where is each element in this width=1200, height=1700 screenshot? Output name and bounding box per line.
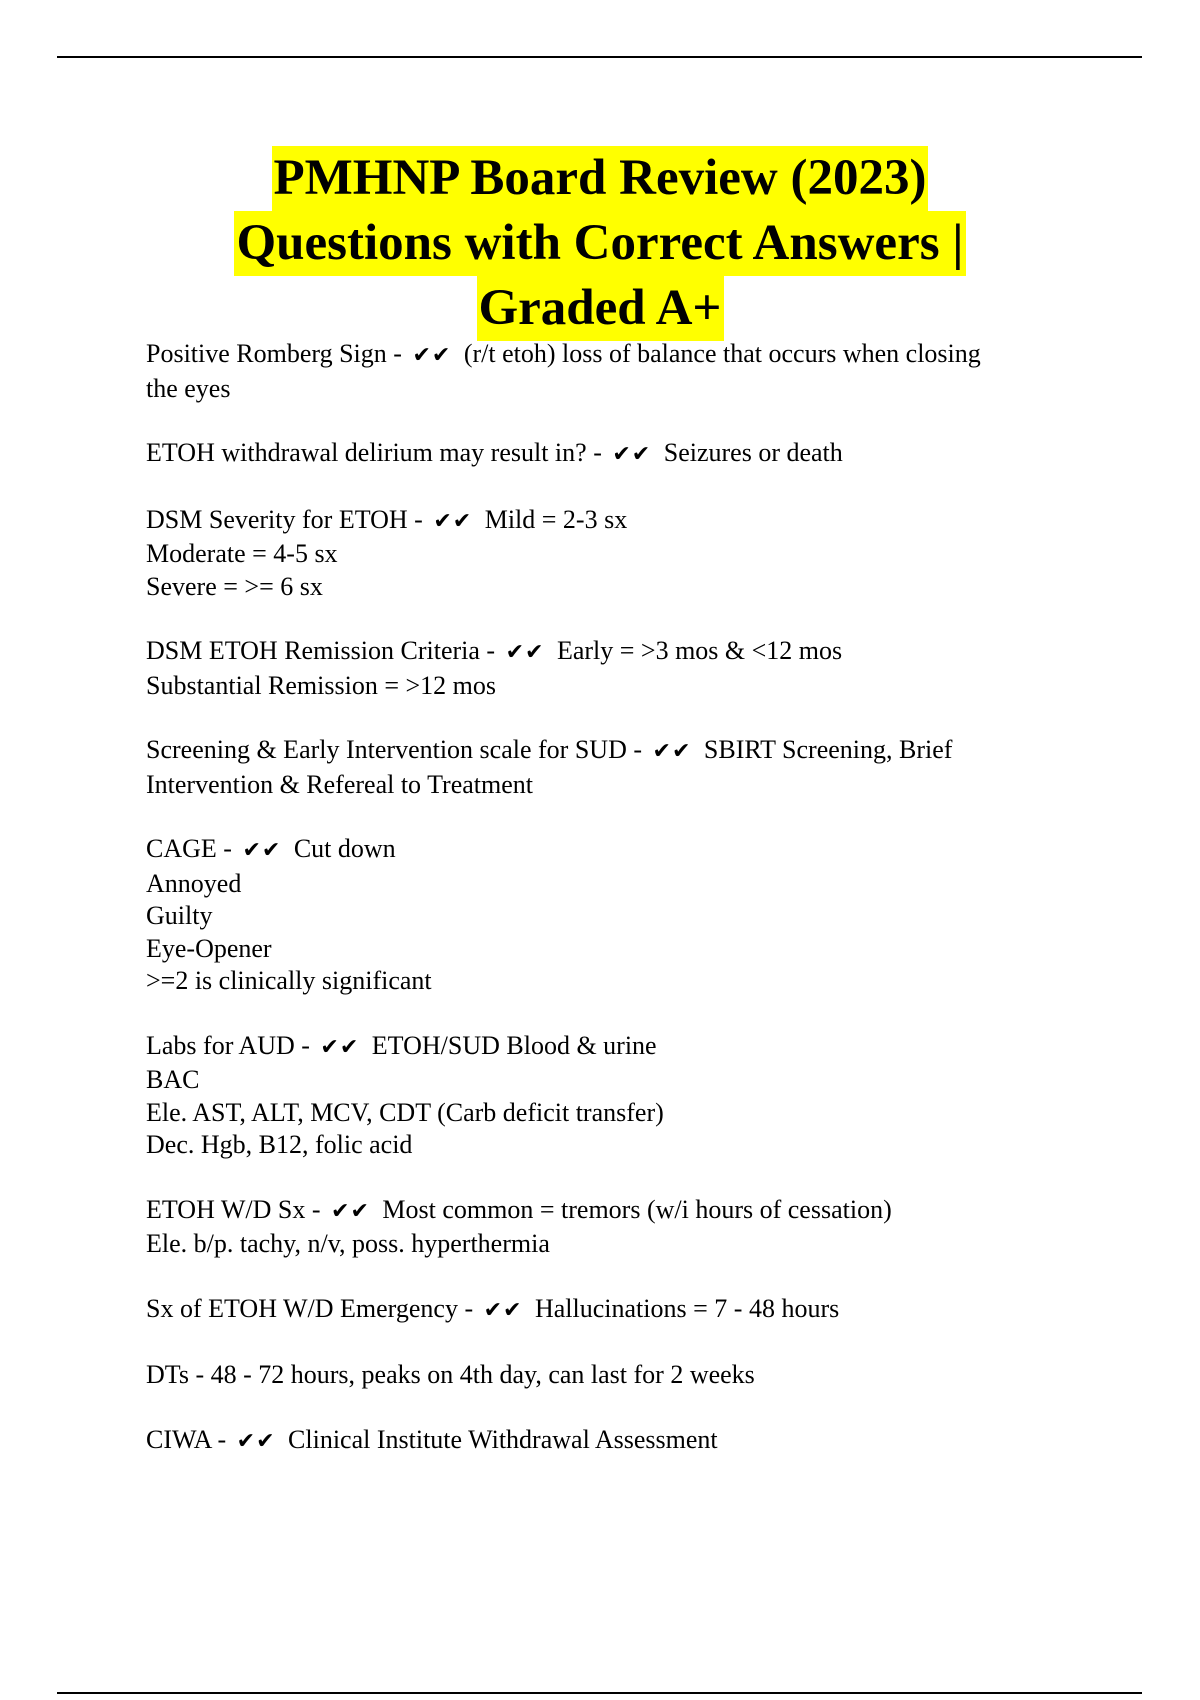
qa-first-line — [146, 338, 1096, 373]
answer-continuation-line: Ele. AST, ALT, MCV, CDT (Carb deficit transfer) — [146, 1097, 664, 1127]
question-text: Screening & Early Intervention scale for SUD - — [146, 735, 643, 764]
answer-continuation-line: Guilty — [146, 901, 213, 930]
qa-first-line — [146, 734, 1096, 769]
double-check-icon: ✔✔ — [331, 1198, 370, 1224]
qa-first-line — [146, 833, 1096, 868]
double-check-icon: ✔✔ — [652, 739, 692, 764]
bottom-rule — [57, 1692, 1142, 1694]
answer-text: Most common = tremors (w/i hours of cessation) — [375, 1194, 892, 1224]
answer-text: Hallucinations = 7 - 48 hours — [528, 1293, 840, 1323]
title-line-1: PMHNP Board Review (2023) — [272, 146, 929, 211]
double-check-icon: ✔✔ — [236, 1428, 276, 1454]
answer-text: ETOH/SUD Blood & urine — [365, 1030, 657, 1060]
double-check-icon: ✔✔ — [320, 1034, 360, 1060]
answer-continuation-line: >=2 is clinically significant — [146, 966, 432, 995]
answer-continuation-line: Ele. b/p. tachy, n/v, poss. hyperthermia — [146, 1229, 550, 1258]
answer-text: Mild = 2-3 sx — [478, 504, 628, 534]
qa-first-line — [146, 1424, 1096, 1459]
answer-continuation-line: Annoyed — [146, 868, 242, 898]
answer-continuation-line: Severe = >= 6 sx — [146, 571, 323, 601]
question-text: DSM ETOH Remission Criteria - — [146, 636, 496, 665]
qa-first-line — [146, 1293, 1096, 1328]
qa-item — [146, 635, 1096, 702]
top-rule — [57, 56, 1142, 58]
title-line-3: Graded A+ — [477, 276, 724, 341]
answer-continuation-line: Dec. Hgb, B12, folic acid — [146, 1130, 413, 1159]
qa-first-line — [146, 1359, 1096, 1392]
qa-first-line — [146, 1194, 1096, 1229]
qa-first-line — [146, 437, 1096, 472]
question-text: CIWA - — [146, 1424, 227, 1454]
answer-continuation-line: Intervention & Refereal to Treatment — [146, 769, 534, 799]
double-check-icon: ✔✔ — [433, 508, 473, 534]
qa-item — [146, 1030, 1096, 1162]
double-check-icon: ✔✔ — [412, 343, 452, 368]
double-check-icon: ✔✔ — [483, 1297, 523, 1323]
question-text: ETOH withdrawal delirium may result in? - — [146, 438, 602, 467]
answer-continuation-line: Moderate = 4-5 sx — [146, 539, 338, 568]
question-answer-list — [146, 338, 1096, 1490]
question-text: Labs for AUD - — [146, 1030, 310, 1060]
question-text: DTs - 48 - 72 hours, peaks on 4th day, can last for 2 weeks — [146, 1360, 755, 1389]
qa-item — [146, 338, 1096, 405]
question-text: Sx of ETOH W/D Emergency - — [146, 1293, 474, 1323]
question-text: ETOH W/D Sx - — [146, 1194, 321, 1224]
question-text: CAGE - — [146, 834, 232, 863]
question-text: DSM Severity for ETOH - — [146, 504, 423, 534]
answer-continuation-line: Substantial Remission = >12 mos — [146, 670, 497, 700]
qa-item — [146, 1424, 1096, 1459]
answer-text: SBIRT Screening, Brief — [697, 735, 953, 764]
qa-item — [146, 1293, 1096, 1328]
question-text: Positive Romberg Sign - — [146, 339, 402, 368]
answer-text: Clinical Institute Withdrawal Assessment — [281, 1424, 718, 1454]
answer-continuation-line: Eye-Opener — [146, 933, 272, 963]
double-check-icon: ✔✔ — [505, 640, 545, 665]
double-check-icon: ✔✔ — [612, 442, 652, 467]
qa-item — [146, 833, 1096, 998]
qa-item — [146, 734, 1096, 801]
qa-item — [146, 1194, 1096, 1261]
double-check-icon: ✔✔ — [242, 838, 282, 863]
qa-item — [146, 504, 1096, 604]
answer-text: Seizures or death — [657, 438, 843, 467]
answer-text: (r/t etoh) loss of balance that occurs when closing — [457, 339, 981, 368]
qa-item — [146, 1359, 1096, 1392]
title-line-2: Questions with Correct Answers | — [234, 211, 965, 276]
answer-continuation-line: BAC — [146, 1065, 200, 1094]
qa-item — [146, 437, 1096, 472]
answer-text: Cut down — [287, 834, 396, 863]
document-title — [0, 146, 1200, 341]
qa-first-line — [146, 635, 1096, 670]
qa-first-line — [146, 504, 1096, 539]
answer-text: Early = >3 mos & <12 mos — [550, 636, 843, 665]
qa-first-line — [146, 1030, 1096, 1065]
answer-continuation-line: the eyes — [146, 373, 231, 403]
